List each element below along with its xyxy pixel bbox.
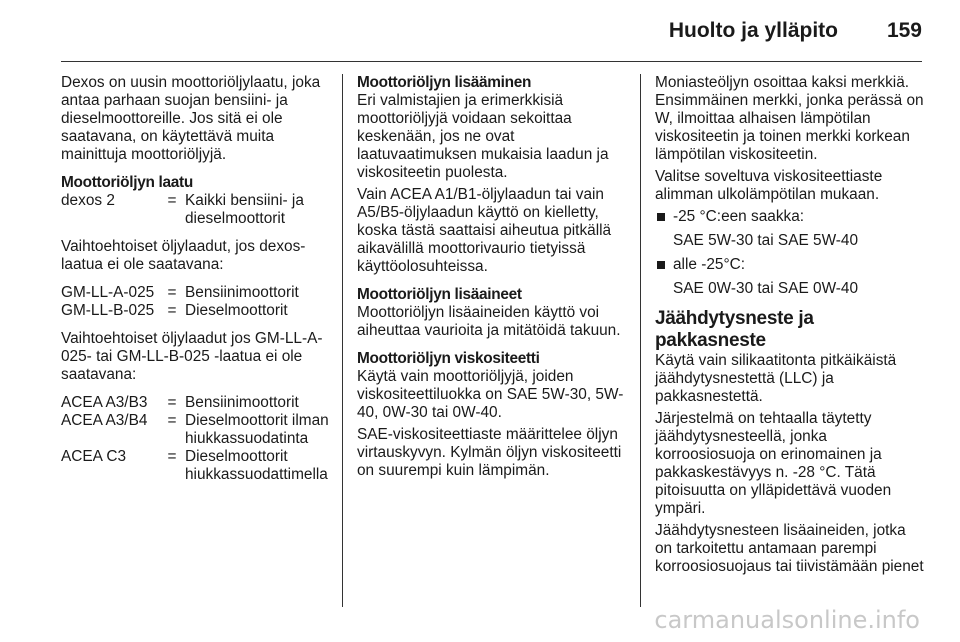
oil-quality-heading: Moottoriöljyn laatu — [61, 174, 193, 191]
grade-paragraph-2: Valitse soveltuva viskositeettiaste alimman ulkolämpötilan mukaan. — [655, 168, 883, 203]
grade-paragraph-1: Moniasteöljyn osoittaa kaksi merkkiä. Ensimmäinen merkki, jonka perässä on W, ilmoittaa alhaisen lämpötilan viskositeetin ja toinen merkki korkean lämpötilan viskositeetin. — [655, 74, 924, 163]
column-1 — [61, 74, 333, 494]
row-value: Dieselmoottorit — [185, 302, 288, 319]
adding-oil-paragraph-1: Eri valmistajien ja erimerkkisiä moottoriöljyjä voidaan sekoittaa keskenään, jos ne ovat laatuvaatimuksen mukaisia laadun ja viskositeetin puolesta. — [357, 92, 609, 181]
page-header — [0, 0, 960, 62]
list-item-value: SAE 0W-30 tai SAE 0W-40 — [673, 280, 859, 297]
row-value: Bensiinimoottorit — [185, 284, 299, 301]
column-divider-2 — [640, 74, 641, 607]
coolant-paragraph-3: Jäähdytysnesteen lisäaineiden, jotka on tarkoitettu antamaan parempi korroosiosuojaus tai tiivistämään pienet — [655, 522, 924, 575]
viscosity-paragraph-2: SAE-viskositeettiaste määrittelee öljyn virtauskyvyn. Kylmän öljyn viskositeetti on suurempi kuin lämpimän. — [357, 426, 622, 479]
list-item-value: SAE 5W-30 tai SAE 5W-40 — [673, 232, 859, 249]
row-key: GM-LL-A-025 — [61, 284, 155, 301]
row-eq: = — [167, 448, 177, 465]
row-key: dexos 2 — [61, 192, 115, 209]
row-key: ACEA A3/B4 — [61, 412, 148, 429]
coolant-heading: Jäähdytysneste ja pakkasneste — [655, 308, 814, 351]
table-row — [61, 302, 299, 320]
row-eq: = — [167, 412, 177, 429]
column-divider-1 — [342, 74, 343, 607]
coolant-paragraph-2: Järjestelmä on tehtaalla täytetty jäähdytysnesteellä, jonka korroosiosuoja on erinomainen ja pakkaskestävyys n. -28 °C. Tätä pitoisuutta on ylläpidettävä vuoden ympäri. — [655, 410, 892, 517]
row-eq: = — [167, 302, 177, 319]
quality-table — [61, 192, 333, 228]
adding-oil-paragraph-2: Vain ACEA A1/B1-öljylaadun tai vain A5/B5-öljylaadun käyttö on kielletty, koska tästä saattaisi aiheutua pitkällä aikavälillä moottorivaurio tietyissä käyttöolosuhteissa. — [357, 186, 612, 275]
viscosity-paragraph-1: Käytä vain moottoriöljyjä, joiden viskositeettiluokka on SAE 5W-30, 5W-40, 0W-30 tai 0W-40. — [357, 368, 624, 421]
list-item — [655, 208, 927, 250]
viscosity-list — [655, 208, 927, 298]
bullet-square-icon — [657, 261, 665, 269]
page-number: 159 — [886, 19, 922, 42]
column-2 — [357, 74, 629, 480]
alt-oils-paragraph-2: Vaihtoehtoiset öljylaadut jos GM-LL-A-025- tai GM-LL-B-025 -laatua ei ole saatavana: — [61, 330, 323, 383]
row-value: Dieselmoottorit hiukkassuodattimella — [185, 448, 328, 483]
gm-table — [61, 284, 299, 320]
table-row — [61, 394, 333, 412]
bullet-square-icon — [657, 213, 665, 221]
additives-paragraph: Moottoriöljyn lisäaineiden käyttö voi aiheuttaa vaurioita ja mitätöidä takuun. — [357, 304, 621, 339]
alt-oils-paragraph: Vaihtoehtoiset öljylaadut, jos dexos-laatua ei ole saatavana: — [61, 238, 306, 273]
coolant-paragraph-1: Käytä vain silikaatitonta pitkäikäistä jäähdytysnestettä (LLC) ja pakkasnestettä. — [655, 352, 897, 405]
intro-paragraph: Dexos on uusin moottoriöljylaatu, joka antaa parhaan suojan bensiini- ja dieselmoottoreille. Jos sitä ei ole saatavana, on käytettävä muita mainittuja moottoriöljyjä. — [61, 74, 321, 163]
row-key: GM-LL-B-025 — [61, 302, 155, 319]
list-item-label: alle -25°C: — [673, 256, 746, 273]
acea-table — [61, 394, 333, 484]
row-value: Kaikki bensiini- ja dieselmoottorit — [185, 192, 304, 227]
table-row — [61, 284, 299, 302]
row-value: Dieselmoottorit ilman hiukkassuodatinta — [185, 412, 329, 447]
row-eq: = — [167, 284, 177, 301]
table-row — [61, 192, 333, 228]
row-eq: = — [167, 394, 177, 411]
watermark: carmanualsonline.info — [654, 606, 920, 634]
header-rule — [61, 61, 922, 62]
adding-oil-heading: Moottoriöljyn lisääminen — [357, 74, 532, 91]
viscosity-heading: Moottoriöljyn viskositeetti — [357, 350, 540, 367]
row-key: ACEA A3/B3 — [61, 394, 148, 411]
row-eq: = — [167, 192, 177, 209]
additives-heading: Moottoriöljyn lisäaineet — [357, 286, 522, 303]
list-item-label: -25 °C:een saakka: — [673, 208, 805, 225]
row-key: ACEA C3 — [61, 448, 127, 465]
table-row — [61, 448, 333, 484]
page-title: Huolto ja ylläpito — [668, 19, 838, 42]
column-3 — [655, 74, 927, 576]
row-value: Bensiinimoottorit — [185, 394, 299, 411]
table-row — [61, 412, 333, 448]
list-item — [655, 256, 927, 298]
